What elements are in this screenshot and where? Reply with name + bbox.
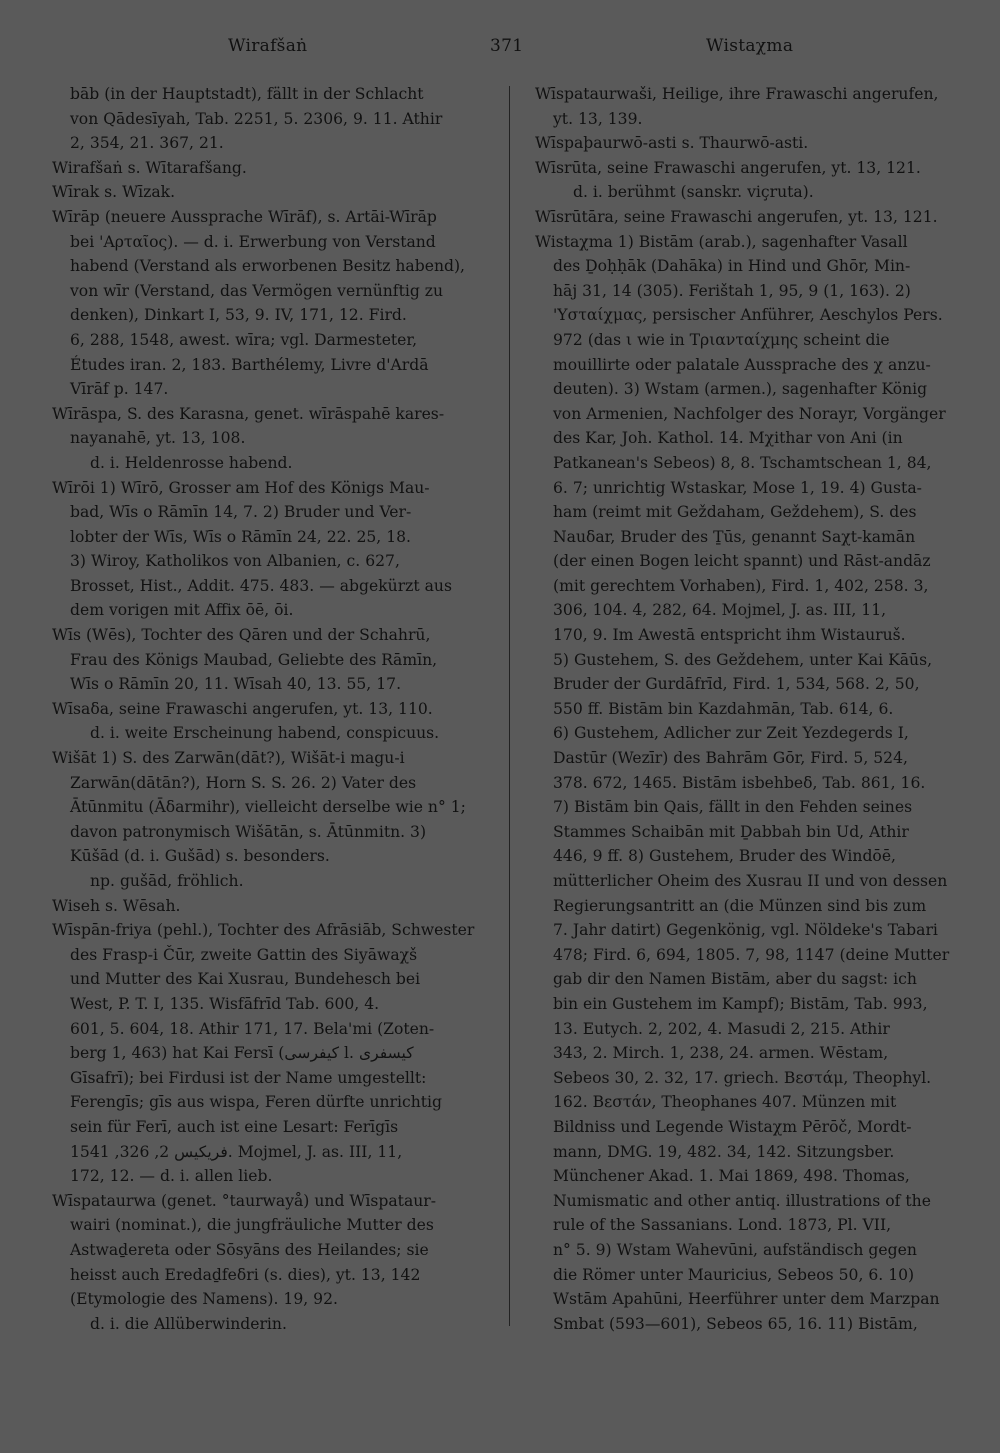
text-line: 'Υσταίχμας, persischer Anführer, Aeschylos Pers. [553, 306, 943, 325]
text-line: bāb (in der Hauptstadt), fällt in der Schlacht [70, 85, 424, 103]
text-line: Wīsrūtāra, seine Frawaschi angerufen, yt. 13, 121. [535, 207, 938, 226]
header-left-headword: Wirafšaṅ [228, 36, 308, 56]
text-line: heisst auch Eredaḏfeδri (s. dies), yt. 13, 142 [70, 1265, 421, 1284]
text-line: lobter der Wīs, Wīs o Rāmīn 24, 22. 25, 18. [70, 527, 412, 546]
text-line: 7. Jahr datirt) Gegenkönig, vgl. Nöldeke's Tabari [553, 921, 938, 940]
text-line: Brosset, Hist., Addit. 475. 483. — abgekürzt aus [70, 576, 452, 595]
text-line: hāj 31, 14 (305). Ferištah 1, 95, 9 (1, 163). 2) [553, 281, 911, 300]
header-right-headword: Wistaχma [706, 36, 794, 56]
text-line: Stammes Schaibān mit Ḏabbah bin Ud, Athir [553, 822, 909, 841]
text-line: Wīsrūta, seine Frawaschi angerufen, yt. 13, 121. [535, 158, 921, 177]
text-line: Ferengīs; gīs aus wispa, Feren dürfte unrichtig [70, 1093, 442, 1112]
text-line: rule of the Sassanians. Lond. 1873, Pl. VII, [553, 1216, 892, 1235]
text-line: Wistaχma 1) Bistām (arab.), sagenhafter Vasall [535, 232, 908, 251]
text-line: Bruder der Gurdāfrīd, Fird. 1, 534, 568. 2, 50, [553, 675, 920, 694]
text-line: Wīspataurwa (genet. °taurwayå) und Wīspataur- [52, 1191, 437, 1210]
text-line: denken), Dinkart I, 53, 9. IV, 171, 12. Fird. [70, 306, 407, 325]
text-line: bad, Wīs o Rāmīn 14, 7. 2) Bruder und Ver- [70, 503, 412, 522]
text-line: Wīrōi 1) Wīrō, Grosser am Hof des Königs Mau- [52, 478, 430, 497]
text-line: Dastūr (Wezīr) des Bahrām Gōr, Fird. 5, 524, [553, 749, 908, 768]
text-line: 170, 9. Im Awestā entspricht ihm Wistauruš. [553, 626, 906, 645]
text-line: Wišāt 1) S. des Zarwān(dāt?), Wišāt-i magu-i [52, 749, 405, 768]
text-line: von wīr (Verstand, das Vermögen vernünftig zu [70, 281, 444, 300]
text-line: Wīspataurwaši, Heilige, ihre Frawaschi angerufen, [535, 85, 939, 103]
text-line: Münchener Akad. 1. Mai 1869, 498. Thomas, [553, 1167, 910, 1186]
text-line: d. i. die Allüberwinderin. [90, 1314, 287, 1333]
text-line: Astwaḏereta oder Sōsyāns des Heilandes; sie [70, 1240, 429, 1259]
text-line: Études iran. 2, 183. Barthélemy, Livre d'Ardā [70, 355, 429, 374]
text-line: wairi (nominat.), die jungfräuliche Mutter des [70, 1216, 434, 1235]
text-line: yt. 13, 139. [553, 109, 643, 128]
text-line: Wīs (Wēs), Tochter des Qāren und der Schahrū, [52, 626, 431, 645]
text-line: deuten). 3) Wstam (armen.), sagenhafter König [553, 380, 928, 399]
page-header [0, 36, 1000, 66]
text-line: Wirafšaṅ s. Wītarafšang. [52, 158, 247, 177]
page-number: 371 [490, 36, 524, 56]
text-line: berg 1, 463) hat Kai Fersī (كيفرسى l. كيسفرى [70, 1044, 414, 1063]
text-line: d. i. weite Erscheinung habend, conspicuus. [90, 724, 440, 743]
text-line: West, P. T. I, 135. Wisfāfrīd Tab. 600, 4. [70, 994, 380, 1013]
text-line: Wīspaþaurwō-asti s. Thaurwō-asti. [535, 134, 809, 153]
text-line: 446, 9 ff. 8) Gustehem, Bruder des Windōē, [553, 847, 897, 866]
right-column [535, 82, 967, 1336]
text-line: np. gušād, fröhlich. [90, 872, 244, 890]
text-line: des Frasp-i Čūr, zweite Gattin des Siyāwaχš [70, 945, 418, 964]
text-line: 6) Gustehem, Adlicher zur Zeit Yezdegerds I, [553, 724, 909, 743]
text-line: habend (Verstand als erworbenen Besitz habend), [70, 257, 466, 276]
text-line: nayanahē, yt. 13, 108. [70, 429, 246, 448]
text-line: Wīrāspa, S. des Karasna, genet. wīrāspahē kares- [52, 404, 445, 423]
text-line: Numismatic and other antiq. illustrations of the [553, 1191, 931, 1210]
text-line: Wīrāp (neuere Aussprache Wīrāf), s. Artāi-Wīrāp [52, 207, 437, 226]
left-column [52, 82, 487, 1336]
text-line: bei 'Αρταῖος). — d. i. Erwerbung von Verstand [70, 232, 436, 251]
text-line: 972 (das ι wie in Τριανταίχμης scheint die [553, 330, 890, 349]
text-line: Smbat (593—601), Sebeos 65, 16. 11) Bistām, [553, 1314, 918, 1333]
text-line: (Etymologie des Namens). 19, 92. [70, 1290, 338, 1309]
text-line: Gīsafrī); bei Firdusi ist der Name umgestellt: [70, 1068, 427, 1087]
text-line: des Kar, Joh. Kathol. 14. Mχithar von Ani (in [553, 429, 903, 448]
text-line: davon patronymisch Wišātān, s. Ātūnmitn. 3) [70, 822, 427, 841]
text-line: d. i. berühmt (sanskr. viçruta). [573, 183, 814, 202]
text-line: (der einen Bogen leicht spannt) und Rāst-andāz [553, 552, 931, 571]
text-line: Zarwān(dātān?), Horn S. S. 26. 2) Vater des [70, 773, 417, 792]
text-line: des Ḏoḥḥāk (Dahāka) in Hind und Ghōr, Min- [553, 257, 911, 276]
text-line: die Römer unter Mauricius, Sebeos 50, 6. 10) [553, 1265, 915, 1284]
text-line: von Armenien, Nachfolger des Norayr, Vorgänger [553, 404, 946, 423]
text-line: 550 ff. Bistām bin Kazdahmān, Tab. 614, 6. [553, 699, 894, 718]
text-line: 378. 672, 1465. Bistām isbehbeδ, Tab. 861, 16. [553, 773, 926, 792]
text-line: Wstām Apahūni, Heerführer unter dem Marzpan [553, 1290, 940, 1309]
text-line: und Mutter des Kai Xusrau, Bundehesch bei [70, 970, 421, 989]
text-line: sein für Ferī, auch ist eine Lesart: Ferīgīs [70, 1117, 399, 1136]
column-divider [509, 86, 510, 1326]
text-line: Bildniss und Legende Wistaχm Pērōč, Mordt- [553, 1117, 912, 1136]
text-line: 13. Eutych. 2, 202, 4. Masudi 2, 215. Athir [553, 1019, 890, 1038]
text-line: Wīrak s. Wīzak. [52, 183, 176, 202]
text-line: 2, 354, 21. 367, 21. [70, 134, 224, 153]
text-line: 601, 5. 604, 18. Athir 171, 17. Bela'mi (Zoten- [70, 1019, 435, 1038]
text-line: d. i. Heldenrosse habend. [90, 453, 293, 472]
text-line: n° 5. 9) Wstam Wahevūni, aufständisch gegen [553, 1240, 917, 1259]
text-line: 6, 288, 1548, awest. wīra; vgl. Darmesteter, [70, 330, 418, 349]
text-line: dem vorigen mit Affix ōē, ōi. [70, 601, 294, 620]
text-line: Vīrāf p. 147. [70, 380, 169, 399]
text-line: Patkanean's Sebeos) 8, 8. Tschamtschean 1, 84, [553, 453, 932, 472]
text-line: فريكيس 2, 326, 1541. Mojmel, J. as. III, 11, [70, 1142, 403, 1161]
text-line: 306, 104. 4, 282, 64. Mojmel, J. as. III, 11, [553, 601, 887, 620]
text-line: 343, 2. Mirch. 1, 238, 24. armen. Wēstam, [553, 1044, 889, 1063]
text-line: (mit gerechtem Vorhaben), Fird. 1, 402, 258. 3, [553, 576, 929, 595]
text-line: 172, 12. — d. i. allen lieb. [70, 1167, 273, 1186]
text-line: Nauδar, Bruder des Ṯūs, genannt Saχt-kamān [553, 527, 916, 546]
text-line: mann, DMG. 19, 482. 34, 142. Sitzungsber. [553, 1142, 895, 1161]
text-line: Wīs o Rāmīn 20, 11. Wīsah 40, 13. 55, 17. [70, 675, 402, 694]
text-line: Wīsaδa, seine Frawaschi angerufen, yt. 13, 110. [52, 699, 433, 718]
text-line: Sebeos 30, 2. 32, 17. griech. Βεστάμ, Theophyl. [553, 1068, 932, 1087]
text-line: 162. Βεστάν, Theophanes 407. Münzen mit [553, 1093, 897, 1112]
text-line: ham (reimt mit Geždaham, Geždehem), S. des [553, 503, 917, 522]
text-line: mouillirte oder palatale Aussprache des χ anzu- [553, 355, 931, 374]
text-line: Frau des Königs Maubad, Geliebte des Rāmīn, [70, 650, 438, 669]
text-line: 478; Fird. 6, 694, 1805. 7, 98, 1147 (deine Mutter [553, 945, 950, 964]
text-line: bin ein Gustehem im Kampf); Bistām, Tab. 993, [553, 994, 928, 1013]
text-line: mütterlicher Oheim des Xusrau II und von dessen [553, 872, 948, 890]
text-line: 6. 7; unrichtig Wstaskar, Mose 1, 19. 4) Gusta- [553, 478, 922, 497]
text-line: Regierungsantritt an (die Münzen sind bis zum [553, 896, 927, 915]
text-line: Ātūnmitu (Āδarmihr), vielleicht derselbe wie n° 1; [70, 798, 466, 817]
text-line: 3) Wiroy, Katholikos von Albanien, c. 627, [70, 552, 400, 571]
text-line: Kūšād (d. i. Gušād) s. besonders. [70, 847, 330, 866]
text-line: Wīspān-friya (pehl.), Tochter des Afrāsiāb, Schwester [52, 921, 475, 940]
text-line: von Qādesīyah, Tab. 2251, 5. 2306, 9. 11. Athir [70, 109, 443, 128]
text-line: 7) Bistām bin Qais, fällt in den Fehden seines [553, 798, 913, 817]
text-line: Wiseh s. Wēsah. [52, 896, 181, 915]
text-line: 5) Gustehem, S. des Geždehem, unter Kai Kāūs, [553, 650, 933, 669]
text-line: gab dir den Namen Bistām, aber du sagst: ich [553, 970, 917, 989]
